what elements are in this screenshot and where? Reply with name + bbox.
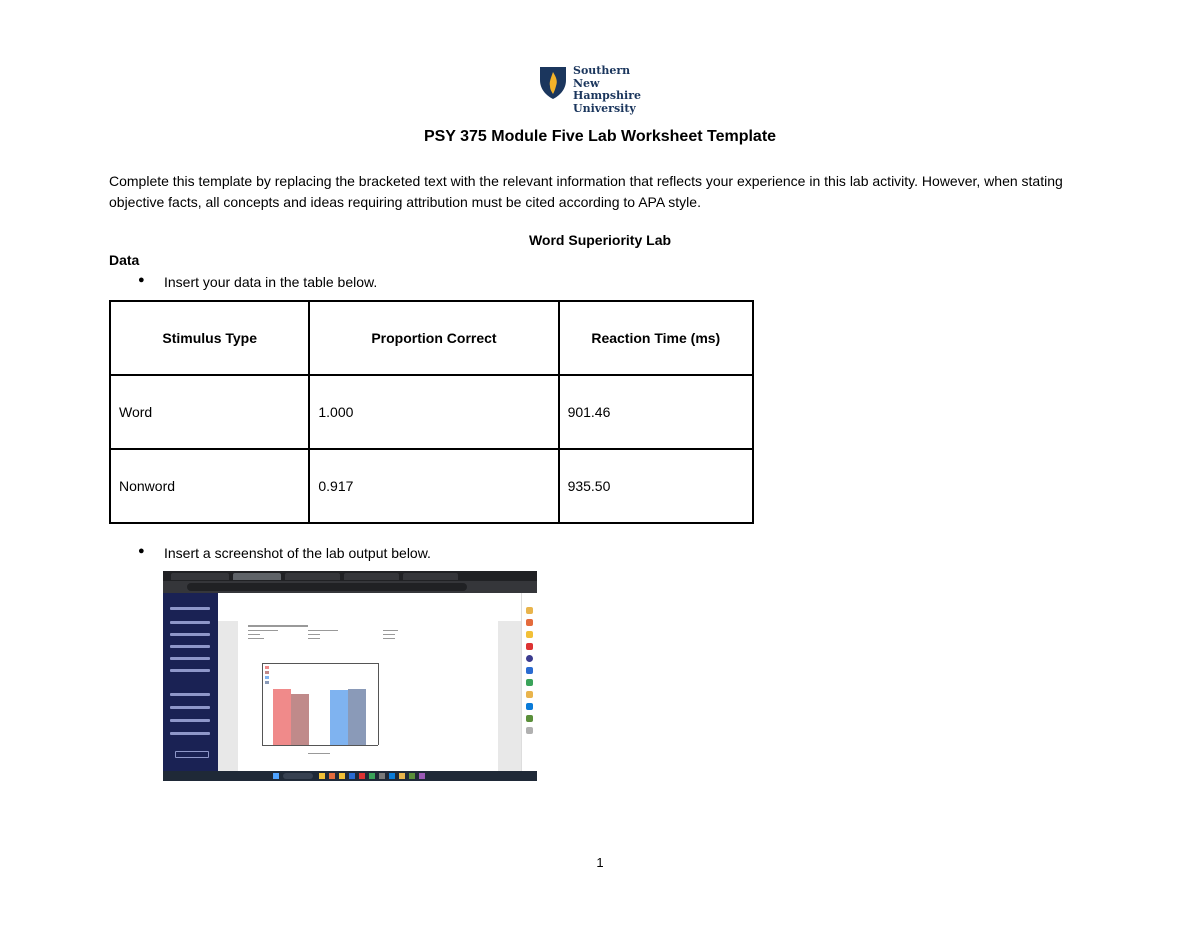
browser-tab-bar <box>163 571 537 581</box>
logo-wordmark <box>573 65 669 115</box>
cell-reaction-time[interactable]: 935.50 <box>559 449 753 523</box>
cell-reaction-time[interactable]: 901.46 <box>559 375 753 449</box>
logo-line-1: Southern <box>573 64 631 77</box>
data-heading: Data <box>109 252 140 268</box>
university-logo <box>539 64 669 115</box>
cell-stimulus[interactable]: Nonword <box>110 449 309 523</box>
table-header-row <box>110 301 753 375</box>
bullet-insert-data <box>138 274 738 294</box>
header-reaction-time: Reaction Time (ms) <box>559 301 753 375</box>
logo-line-2: New Hampshire <box>573 76 642 102</box>
app-sidebar <box>163 593 218 771</box>
bullet-text: Insert your data in the table below. <box>164 274 378 290</box>
table-row <box>110 449 753 523</box>
browser-side-panel <box>521 593 537 771</box>
os-taskbar <box>163 771 537 781</box>
intro-paragraph: Complete this template by replacing the bracketed text with the relevant information that reflects your experience in this lab activity. However, when stating objective facts, all concepts and ideas requiring attribution must be cited according to APA style. <box>109 173 1063 210</box>
cell-proportion[interactable]: 0.917 <box>309 449 558 523</box>
bullet-dot: ● <box>138 274 145 286</box>
logo-line-3: University <box>573 101 636 115</box>
document-title: PSY 375 Module Five Lab Worksheet Template <box>423 128 777 145</box>
bullet-dot: ● <box>138 545 145 557</box>
page-number: 1 <box>596 855 604 870</box>
header-proportion-correct: Proportion Correct <box>309 301 558 375</box>
results-panel <box>238 621 498 771</box>
table-row <box>110 375 753 449</box>
cell-proportion[interactable]: 1.000 <box>309 375 558 449</box>
browser-url-field <box>187 583 467 591</box>
bullet-text: Insert a screenshot of the lab output below. <box>164 545 431 561</box>
header-stimulus-type: Stimulus Type <box>110 301 309 375</box>
data-table <box>109 300 754 524</box>
shield-flame-icon <box>539 66 567 100</box>
lab-output-screenshot <box>163 571 537 781</box>
lab-heading: Word Superiority Lab <box>528 232 672 248</box>
cell-stimulus[interactable]: Word <box>110 375 309 449</box>
bullet-insert-screenshot <box>138 545 738 565</box>
